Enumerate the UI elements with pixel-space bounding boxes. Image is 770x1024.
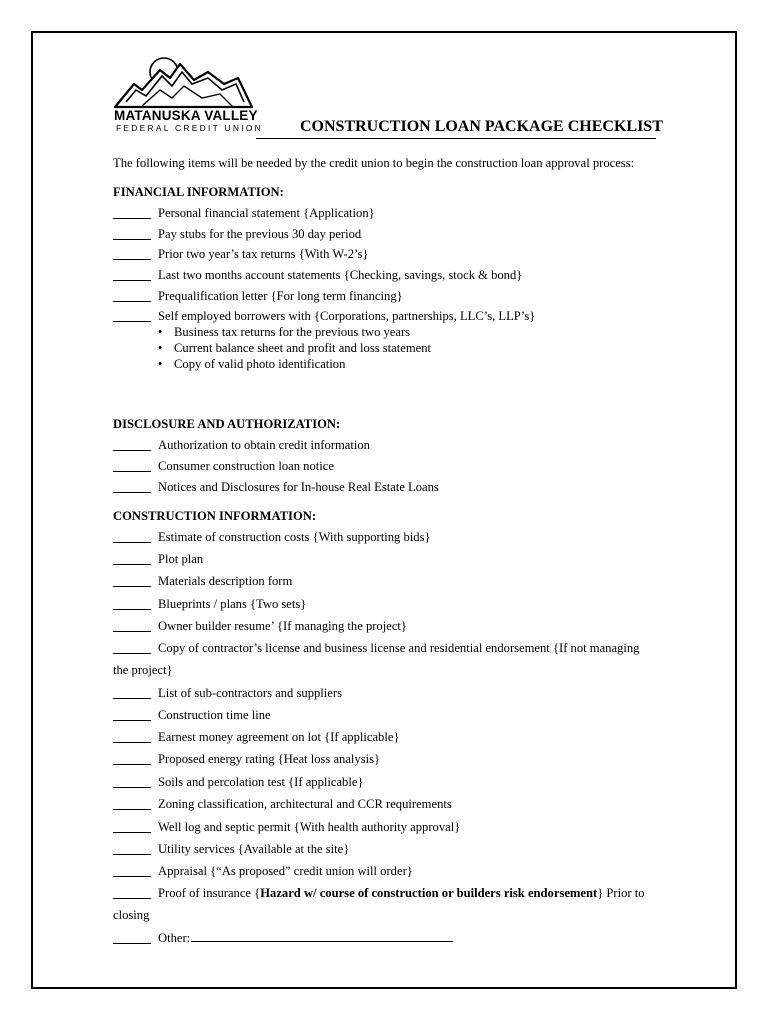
financial-heading: FINANCIAL INFORMATION: — [113, 185, 284, 199]
check-blank[interactable] — [113, 932, 151, 944]
check-blank[interactable] — [113, 776, 151, 788]
page-title: CONSTRUCTION LOAN PACKAGE CHECKLIST — [300, 118, 663, 135]
insurance-emphasis: Hazard w/ course of construction or builders risk endorsement — [260, 886, 598, 900]
bullet-icon: • — [158, 325, 163, 339]
bullet-icon: • — [158, 341, 163, 355]
check-blank[interactable] — [113, 553, 151, 565]
intro-text: The following items will be needed by the credit union to begin the construction loan approval process: — [113, 156, 635, 170]
check-blank[interactable] — [113, 731, 151, 743]
credit-union-logo — [112, 52, 263, 134]
check-blank[interactable] — [113, 709, 151, 721]
check-blank[interactable] — [113, 310, 151, 322]
logo-subtitle: FEDERAL CREDIT UNION — [116, 123, 263, 133]
check-blank[interactable] — [113, 620, 151, 632]
item-continuation: the project} — [113, 663, 173, 677]
check-blank[interactable] — [113, 798, 151, 810]
check-blank[interactable] — [113, 887, 151, 899]
item-continuation: closing — [113, 908, 150, 922]
construction-heading: CONSTRUCTION INFORMATION: — [113, 509, 317, 523]
check-blank[interactable] — [113, 269, 151, 281]
check-blank[interactable] — [113, 439, 151, 451]
check-blank[interactable] — [113, 481, 151, 493]
check-blank[interactable] — [113, 687, 151, 699]
other-input-line[interactable] — [191, 941, 453, 942]
check-blank[interactable] — [113, 248, 151, 260]
check-blank[interactable] — [113, 843, 151, 855]
check-blank[interactable] — [113, 642, 151, 654]
check-blank[interactable] — [113, 821, 151, 833]
logo-name: MATANUSKA VALLEY — [114, 108, 258, 123]
disclosure-heading: DISCLOSURE AND AUTHORIZATION: — [113, 417, 341, 431]
check-blank[interactable] — [113, 207, 151, 219]
check-blank[interactable] — [113, 460, 151, 472]
check-blank[interactable] — [113, 290, 151, 302]
check-blank[interactable] — [113, 598, 151, 610]
check-blank[interactable] — [113, 228, 151, 240]
check-blank[interactable] — [113, 575, 151, 587]
check-blank[interactable] — [113, 865, 151, 877]
check-blank[interactable] — [113, 753, 151, 765]
check-blank[interactable] — [113, 531, 151, 543]
mountain-logo-icon — [112, 52, 257, 110]
bullet-icon: • — [158, 357, 163, 371]
checklist-item-other[interactable]: Other: — [113, 931, 473, 945]
title-underline — [256, 138, 656, 139]
